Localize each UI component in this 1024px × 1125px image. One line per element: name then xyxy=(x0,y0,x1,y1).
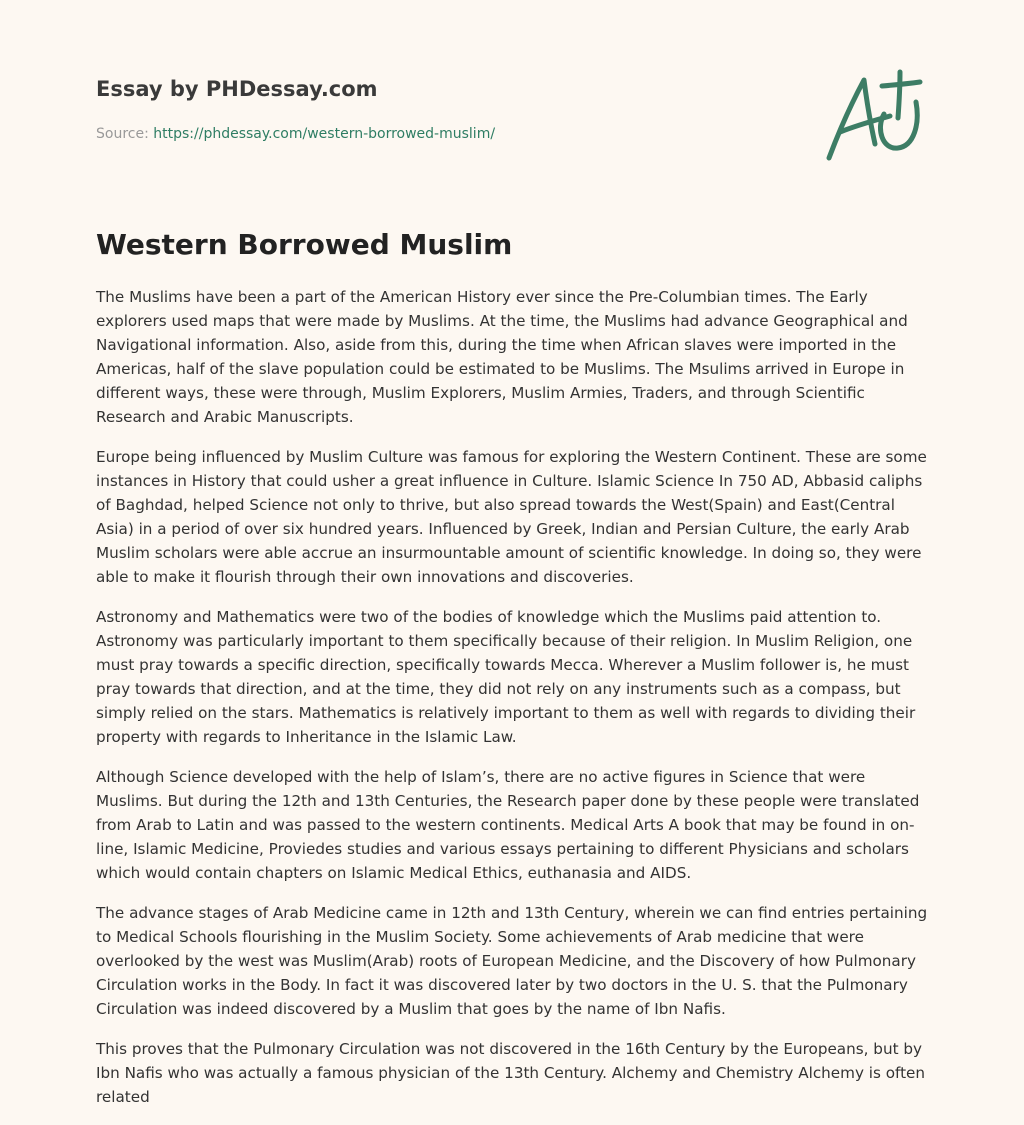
article-title: Western Borrowed Muslim xyxy=(96,228,513,261)
article-paragraph-6: This proves that the Pulmonary Circulation was not discovered in the 16th Century by the Europeans, but by Ibn Nafis who was actually a famous physician of the 13th Century. Alchemy and Chemistry Alchemy is often related xyxy=(96,1040,926,1106)
article-paragraph-3: Astronomy and Mathematics were two of the bodies of knowledge which the Muslims paid attention to. Astronomy was particularly important to them specifically because of their religion. In Muslim Religion, one must pray towards a specific direction, specifically towards Mecca. Wherever a Muslim follower is, he must pray towards that direction, and at the time, they did not rely on any instruments such as a compass, but simply relied on the stars. Mathematics is relatively important to them as well with regards to dividing their property with regards to Inheritance in the Islamic Law. xyxy=(96,608,916,746)
source-link[interactable]: https://phdessay.com/western-borrowed-muslim/ xyxy=(153,126,496,142)
article-paragraph-4: Although Science developed with the help of Islam’s, there are no active figures in Science that were Muslims. But during the 12th and 13th Centuries, the Research paper done by these people were translated from Arab to Latin and was passed to the western continents. Medical Arts A book that may be found in on-line, Islamic Medicine, Proviedes studies and various essays pertaining to different Physicians and scholars which would contain chapters on Islamic Medical Ethics, euthanasia and AIDS. xyxy=(96,768,920,882)
logo-plus-vertical xyxy=(898,72,900,118)
article-body xyxy=(96,285,932,1125)
source-label: Source: xyxy=(96,126,154,142)
a-plus-logo-svg xyxy=(820,66,932,166)
a-plus-logo-icon xyxy=(820,66,932,166)
source-line xyxy=(96,124,495,144)
page-header xyxy=(96,74,928,142)
logo-a-stroke xyxy=(829,80,875,158)
site-brand: Essay by PHDessay.com xyxy=(96,77,378,101)
article-paragraph-5: The advance stages of Arab Medicine came in 12th and 13th Century, wherein we can find entries pertaining to Medical Schools flourishing in the Muslim Society. Some achievements of Arab medicine that were overlooked by the west was Muslim(Arab) roots of European Medicine, and the Discovery of how Pulmonary Circulation works in the Body. In fact it was discovered later by two doctors in the U. S. that the Pulmonary Circulation was indeed discovered by a Muslim that goes by the name of Ibn Nafis. xyxy=(96,904,928,1018)
article-paragraph-1: The Muslims have been a part of the American History ever since the Pre-Columbian times. The Early explorers used maps that were made by Muslims. At the time, the Muslims had advance Geographical and Navigational information. Also, aside from this, during the time when African slaves were imported in the Americas, half of the slave population could be estimated to be Muslims. The Msulims arrived in Europe in different ways, these were through, Muslim Explorers, Muslim Armies, Traders, and through Scientific Research and Arabic Manuscripts. xyxy=(96,288,908,426)
article-paragraph-2: Europe being influenced by Muslim Culture was famous for exploring the Western Continent. These are some instances in History that could usher a great influence in Culture. Islamic Science In 750 AD, Abbasid caliphs of Baghdad, helped Science not only to thrive, but also spread towards the West(Spain) and East(Central Asia) in a period of over six hundred years. Influenced by Greek, Indian and Persian Culture, the early Arab Muslim scholars were able accrue an insurmountable amount of scientific knowledge. In doing so, they were able to make it flourish through their own innovations and discoveries. xyxy=(96,448,927,586)
